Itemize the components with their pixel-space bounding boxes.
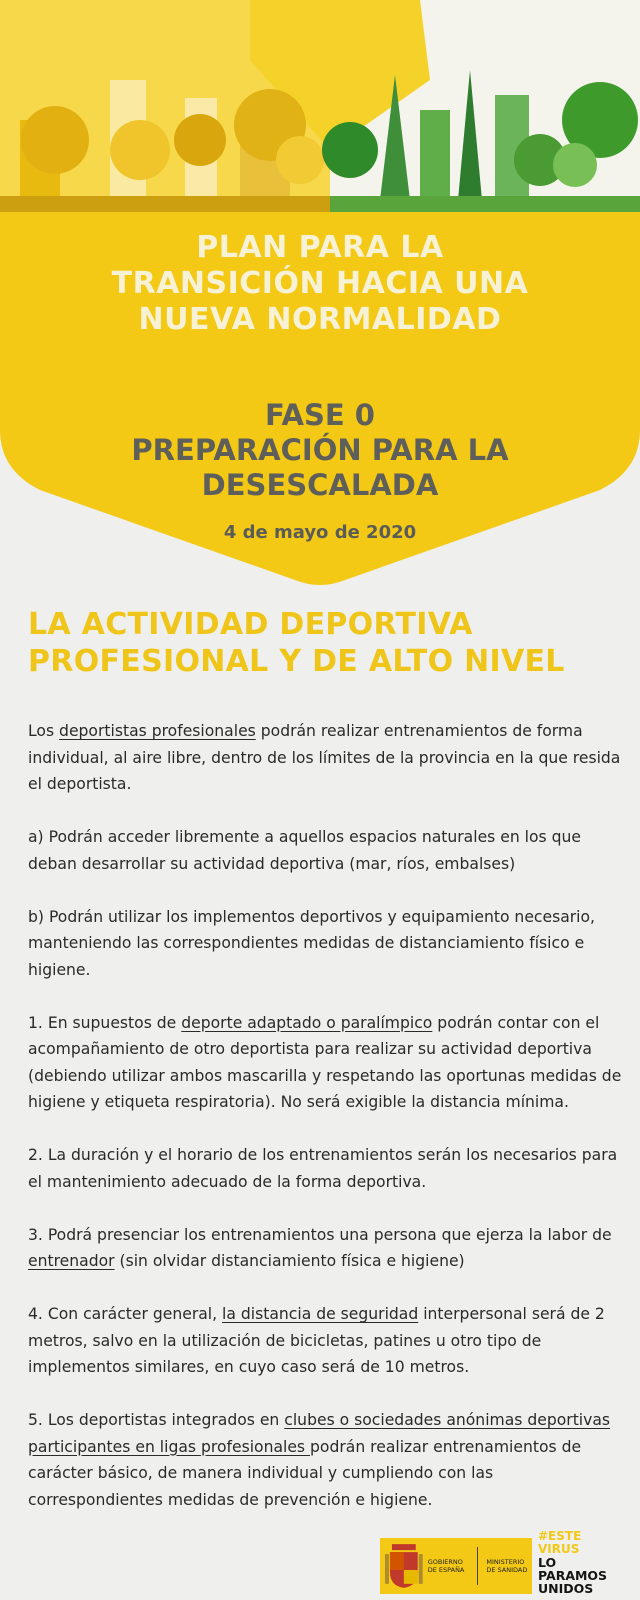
text-span: (sin olvidar distanciamiento física e higiene) xyxy=(114,1252,465,1270)
paragraph-4 xyxy=(28,1301,626,1381)
text-span: interpersonal será de 2 metros, salvo en la utilización de bicicletas, patines u otro tipo de implementos similares, en cuyo caso será de 10 metros. xyxy=(28,1305,605,1376)
gov-label-spain: GOBIERNO DE ESPAÑA xyxy=(427,1558,465,1574)
phase-title-line: DESESCALADA xyxy=(201,468,439,502)
paragraph-2: 2. La duración y el horario de los entrenamientos serán los necesarios para el mantenimiento adecuado de la forma deportiva. xyxy=(28,1146,618,1191)
header-banner xyxy=(0,0,640,600)
main-title-line: TRANSICIÓN HACIA UNA xyxy=(111,266,529,301)
underlined-text: entrenador xyxy=(28,1252,115,1270)
coat-of-arms-icon xyxy=(384,1542,424,1590)
government-logo xyxy=(380,1538,532,1594)
phase-title-line: PREPARACIÓN PARA LA xyxy=(131,433,509,467)
body-text xyxy=(28,718,626,1540)
publication-date: 4 de mayo de 2020 xyxy=(223,522,417,543)
paragraph-1 xyxy=(28,1010,626,1116)
section-title-line: PROFESIONAL Y DE ALTO NIVEL xyxy=(28,644,565,679)
paragraph-intro xyxy=(28,718,626,798)
divider xyxy=(477,1547,478,1585)
underlined-text: deporte adaptado o paralímpico xyxy=(181,1013,433,1032)
slogan-line: UNIDOS xyxy=(538,1581,594,1596)
text-span: 1. En supuestos de xyxy=(28,1013,182,1032)
paragraph-b: b) Podrán utilizar los implementos deportivos y equipamiento necesario, manteniendo las correspondientes medidas de distanciamiento físico e higiene. xyxy=(28,907,596,979)
gov-label-ministry: MINISTERIO DE SANIDAD xyxy=(486,1558,528,1574)
text-span: 5. Los deportistas integrados en xyxy=(28,1411,285,1429)
slogan-line: PARAMOS xyxy=(538,1568,608,1583)
paragraph-a: a) Podrán acceder libremente a aquellos espacios naturales en los que deban desarrollar su actividad deportiva (mar, ríos, embalses) xyxy=(28,828,582,873)
text-span: podrán realizar entrenamientos de forma individual, al aire libre, dentro de los límites de la provincia en la que resida el deportista. xyxy=(28,722,621,793)
underlined-text: clubes o sociedades anónimas deportivas participantes en ligas profesionales xyxy=(28,1411,611,1456)
paragraph-5 xyxy=(28,1407,626,1513)
text-span: 3. Podrá presenciar los entrenamientos una persona que ejerza la labor de xyxy=(28,1225,612,1244)
phase-title-line: FASE 0 xyxy=(265,398,375,432)
footer-logos xyxy=(380,1530,630,1596)
hashtag-line: #ESTE xyxy=(538,1529,582,1543)
text-span: podrán contar con el acompañamiento de otro deportista para realizar su actividad deportiva (debiendo utilizar ambos mascarilla y respetando las oportunas medidas de higiene y etiqueta respiratoria). No será exigible la distancia mínima. xyxy=(28,1013,622,1111)
main-title xyxy=(0,230,640,338)
campaign-slogan xyxy=(538,1530,630,1596)
underlined-text: deportistas profesionales xyxy=(59,722,256,740)
paragraph-3 xyxy=(28,1222,626,1275)
slogan-line: LO xyxy=(538,1555,557,1570)
main-title-line: PLAN PARA LA xyxy=(196,230,444,265)
section-title xyxy=(28,606,628,680)
underlined-text: la distancia de seguridad xyxy=(222,1305,419,1323)
text-span: 4. Con carácter general, xyxy=(28,1305,223,1323)
section-title-line: LA ACTIVIDAD DEPORTIVA xyxy=(28,607,473,642)
text-span: Los xyxy=(28,722,60,740)
text-span: podrán realizar entrenamientos de carácter básico, de manera individual y cumpliendo con las correspondientes medidas de prevención e higiene. xyxy=(28,1437,582,1509)
main-title-line: NUEVA NORMALIDAD xyxy=(138,302,502,337)
phase-title xyxy=(0,398,640,503)
hashtag-line: VIRUS xyxy=(538,1542,580,1556)
